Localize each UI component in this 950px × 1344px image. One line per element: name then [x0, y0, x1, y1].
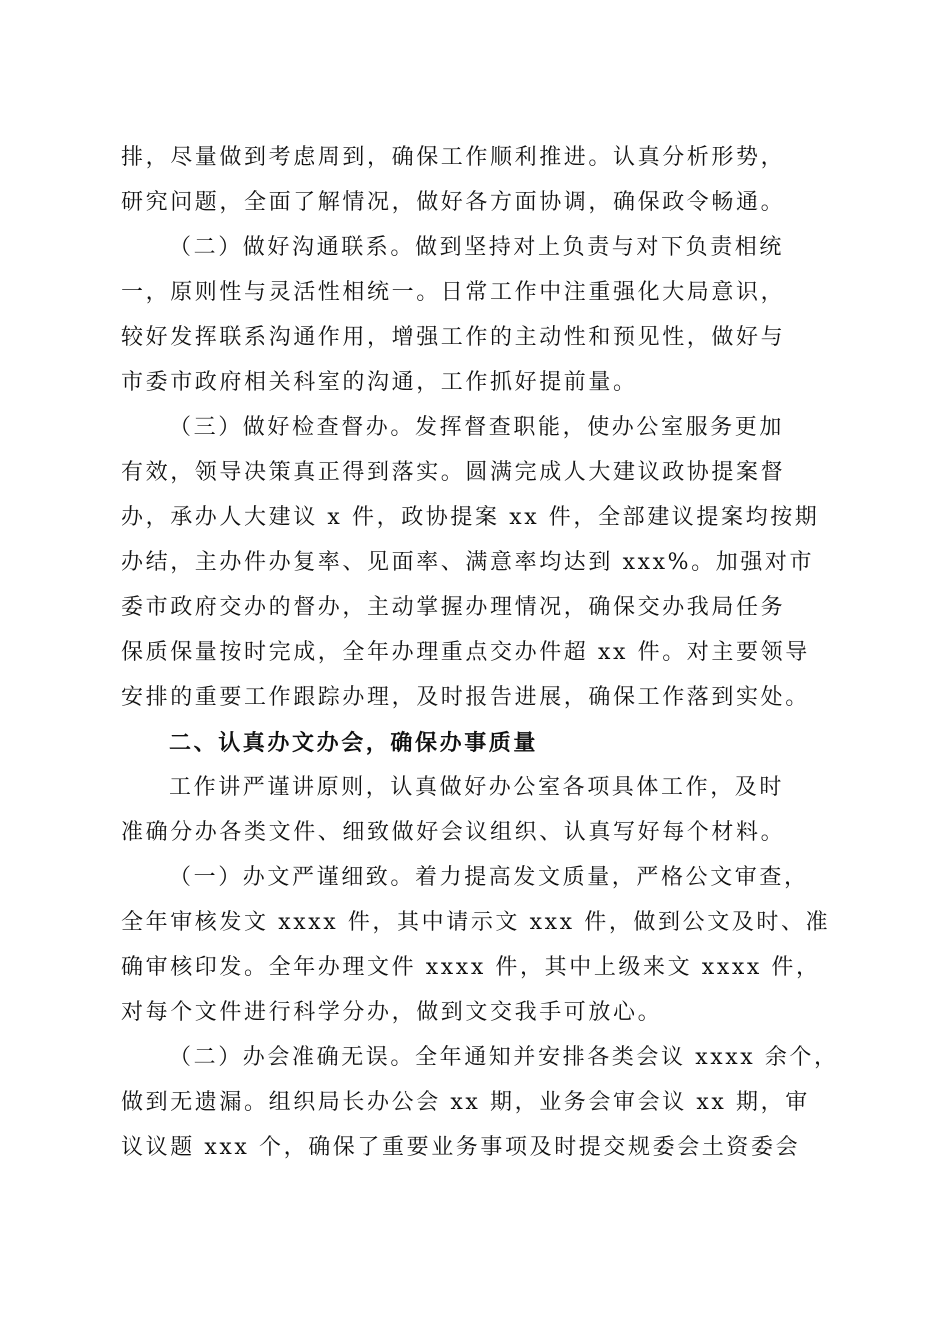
paragraph-first-line: 工作讲严谨讲原则，认真做好办公室各项具体工作，及时: [169, 775, 785, 800]
text-line: 市委市政府相关科室的沟通，工作抓好提前量。: [121, 370, 638, 395]
text-line: 委市政府交办的督办，主动掌握办理情况，确保交办我局任务: [121, 595, 786, 620]
text-line: 做到无遗漏。组织局长办公会 xx 期，业务会审会议 xx 期，审: [121, 1090, 810, 1115]
text-line: 保质保量按时完成，全年办理重点交办件超 xx 件。对主要领导: [121, 640, 810, 665]
text-line: 全年审核发文 xxxx 件，其中请示文 xxx 件，做到公文及时、准: [121, 910, 831, 935]
text-line: 准确分办各类文件、细致做好会议组织、认真写好每个材料。: [121, 820, 786, 845]
text-line: 一，原则性与灵活性相统一。日常工作中注重强化大局意识，: [121, 280, 786, 305]
subheading-line: （二）做好沟通联系。做到坚持对上负责与对下负责相统: [169, 235, 785, 260]
text-line: 排，尽量做到考虑周到，确保工作顺利推进。认真分析形势，: [121, 145, 786, 170]
text-line: 办，承办人大建议 x 件，政协提案 xx 件，全部建议提案均按期: [121, 505, 820, 530]
text-line: 对每个文件进行科学分办，做到文交我手可放心。: [121, 1000, 663, 1025]
text-line: 议议题 xxx 个，确保了重要业务事项及时提交规委会土资委会: [121, 1135, 801, 1160]
text-line: 办结，主办件办复率、见面率、满意率均达到 xxx%。加强对市: [121, 550, 815, 575]
subheading-line: （三）做好检查督办。发挥督查职能，使办公室服务更加: [169, 415, 785, 440]
subheading-line: （二）办会准确无误。全年通知并安排各类会议 xxxx 余个，: [169, 1045, 839, 1070]
text-line: 确审核印发。全年办理文件 xxxx 件，其中上级来文 xxxx 件，: [121, 955, 821, 980]
text-line: 有效，领导决策真正得到落实。圆满完成人大建议政协提案督: [121, 460, 786, 485]
section-heading: 二、认真办文办会，确保办事质量: [169, 730, 539, 756]
subheading-line: （一）办文严谨细致。着力提高发文质量，严格公文审查，: [169, 865, 809, 890]
text-line: 研究问题，全面了解情况，做好各方面协调，确保政令畅通。: [121, 190, 786, 215]
text-line: 安排的重要工作跟踪办理，及时报告进展，确保工作落到实处。: [121, 685, 810, 710]
text-line: 较好发挥联系沟通作用，增强工作的主动性和预见性，做好与: [121, 325, 786, 350]
